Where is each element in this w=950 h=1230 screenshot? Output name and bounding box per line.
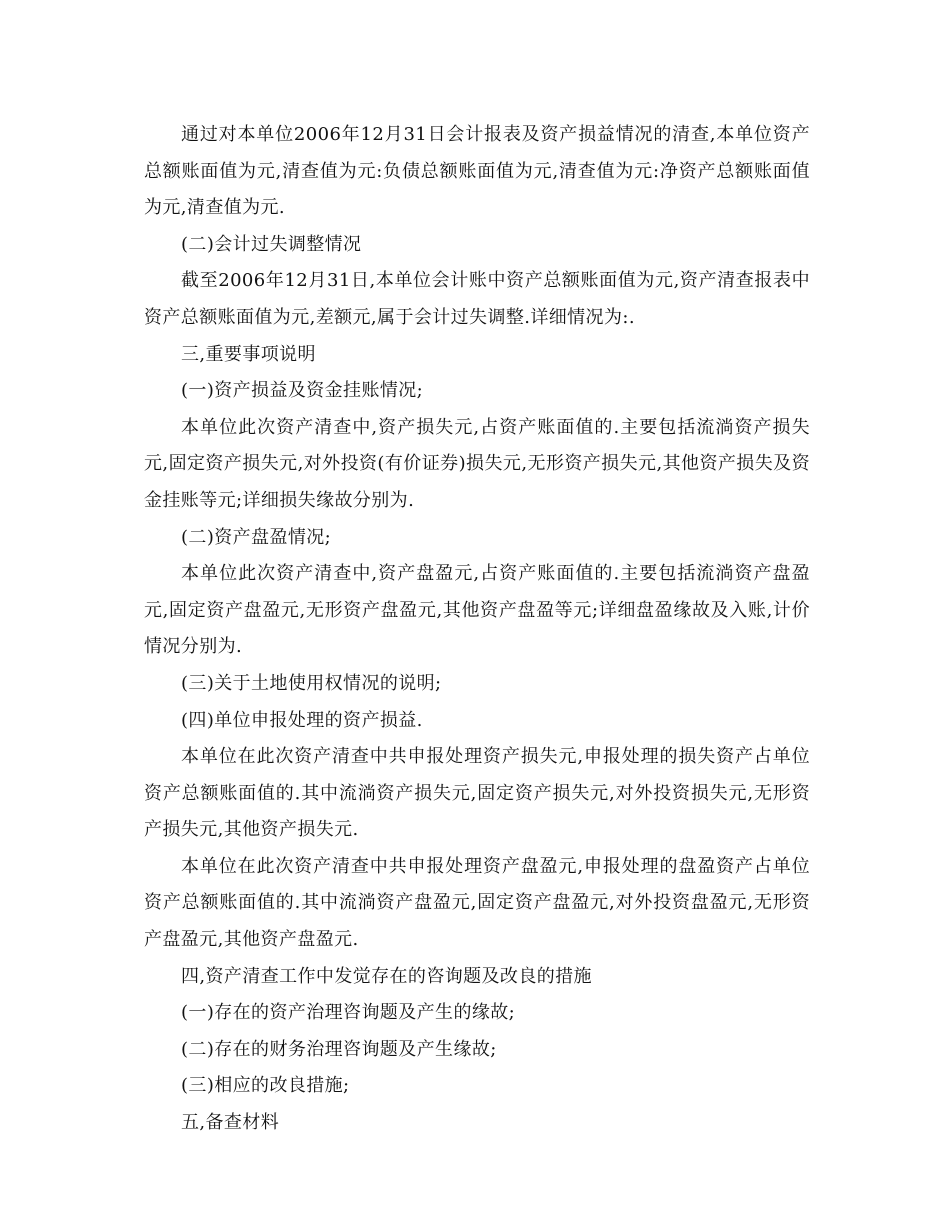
heading-problems-and-measures: 四,资产清查工作中发觉存在的咨询题及改良的措施: [181, 965, 592, 987]
paragraph-accounting-error-detail: 截至2006年12月31日,本单位会计账中资产总额账面值为元,资产清查报表中资产总额账面值为元,差额元,属于会计过失调整.详细情况为:.: [144, 270, 810, 328]
paragraph-asset-losses-detail: 本单位此次资产清查中,资产损失元,占资产账面值的.主要包括流淌资产损失元,固定资产损失元,对外投资(有价证券)损失元,无形资产损失元,其他资产损失及资金挂账等元;详细损失缘故分别为.: [144, 416, 810, 511]
paragraph-asset-surplus-detail: 本单位此次资产清查中,资产盘盈元,占资产账面值的.主要包括流淌资产盘盈元,固定资产盘盈元,无形资产盘盈元,其他资产盘盈等元;详细盘盈缘故及入账,计价情况分别为.: [144, 563, 810, 658]
heading-land-use-rights: (三)关于土地使用权情况的说明;: [181, 672, 442, 694]
heading-reported-losses: (四)单位申报处理的资产损益.: [181, 709, 423, 731]
heading-reference-materials: 五,备查材料: [181, 1112, 280, 1134]
heading-important-matters: 三,重要事项说明: [181, 343, 316, 365]
paragraph-balance-summary: 通过对本单位2006年12月31日会计报表及资产损益情况的清查,本单位资产总额账面值为元,清查值为元:负债总额账面值为元,清查值为元:净资产总额账面值为元,清查值为元.: [144, 124, 810, 219]
paragraph-reported-losses-detail: 本单位在此次资产清查中共申报处理资产损失元,申报处理的损失资产占单位资产总额账面值的.其中流淌资产损失元,固定资产损失元,对外投资损失元,无形资产损失元,其他资产损失元.: [144, 746, 810, 841]
heading-asset-management-problems: (一)存在的资产治理咨询题及产生的缘故;: [181, 1002, 516, 1024]
heading-asset-surplus: (二)资产盘盈情况;: [181, 526, 332, 548]
heading-asset-losses: (一)资产损益及资金挂账情况;: [181, 380, 424, 402]
paragraph-reported-surplus-detail: 本单位在此次资产清查中共申报处理资产盘盈元,申报处理的盘盈资产占单位资产总额账面值的.其中流淌资产盘盈元,固定资产盘盈元,对外投资盘盈元,无形资产盘盈元,其他资产盘盈元.: [144, 855, 810, 951]
heading-improvement-measures: (三)相应的改良措施;: [181, 1075, 350, 1097]
heading-accounting-error-adjustment: (二)会计过失调整情况: [181, 233, 362, 255]
heading-financial-management-problems: (二)存在的财务治理咨询题及产生缘故;: [181, 1038, 497, 1060]
